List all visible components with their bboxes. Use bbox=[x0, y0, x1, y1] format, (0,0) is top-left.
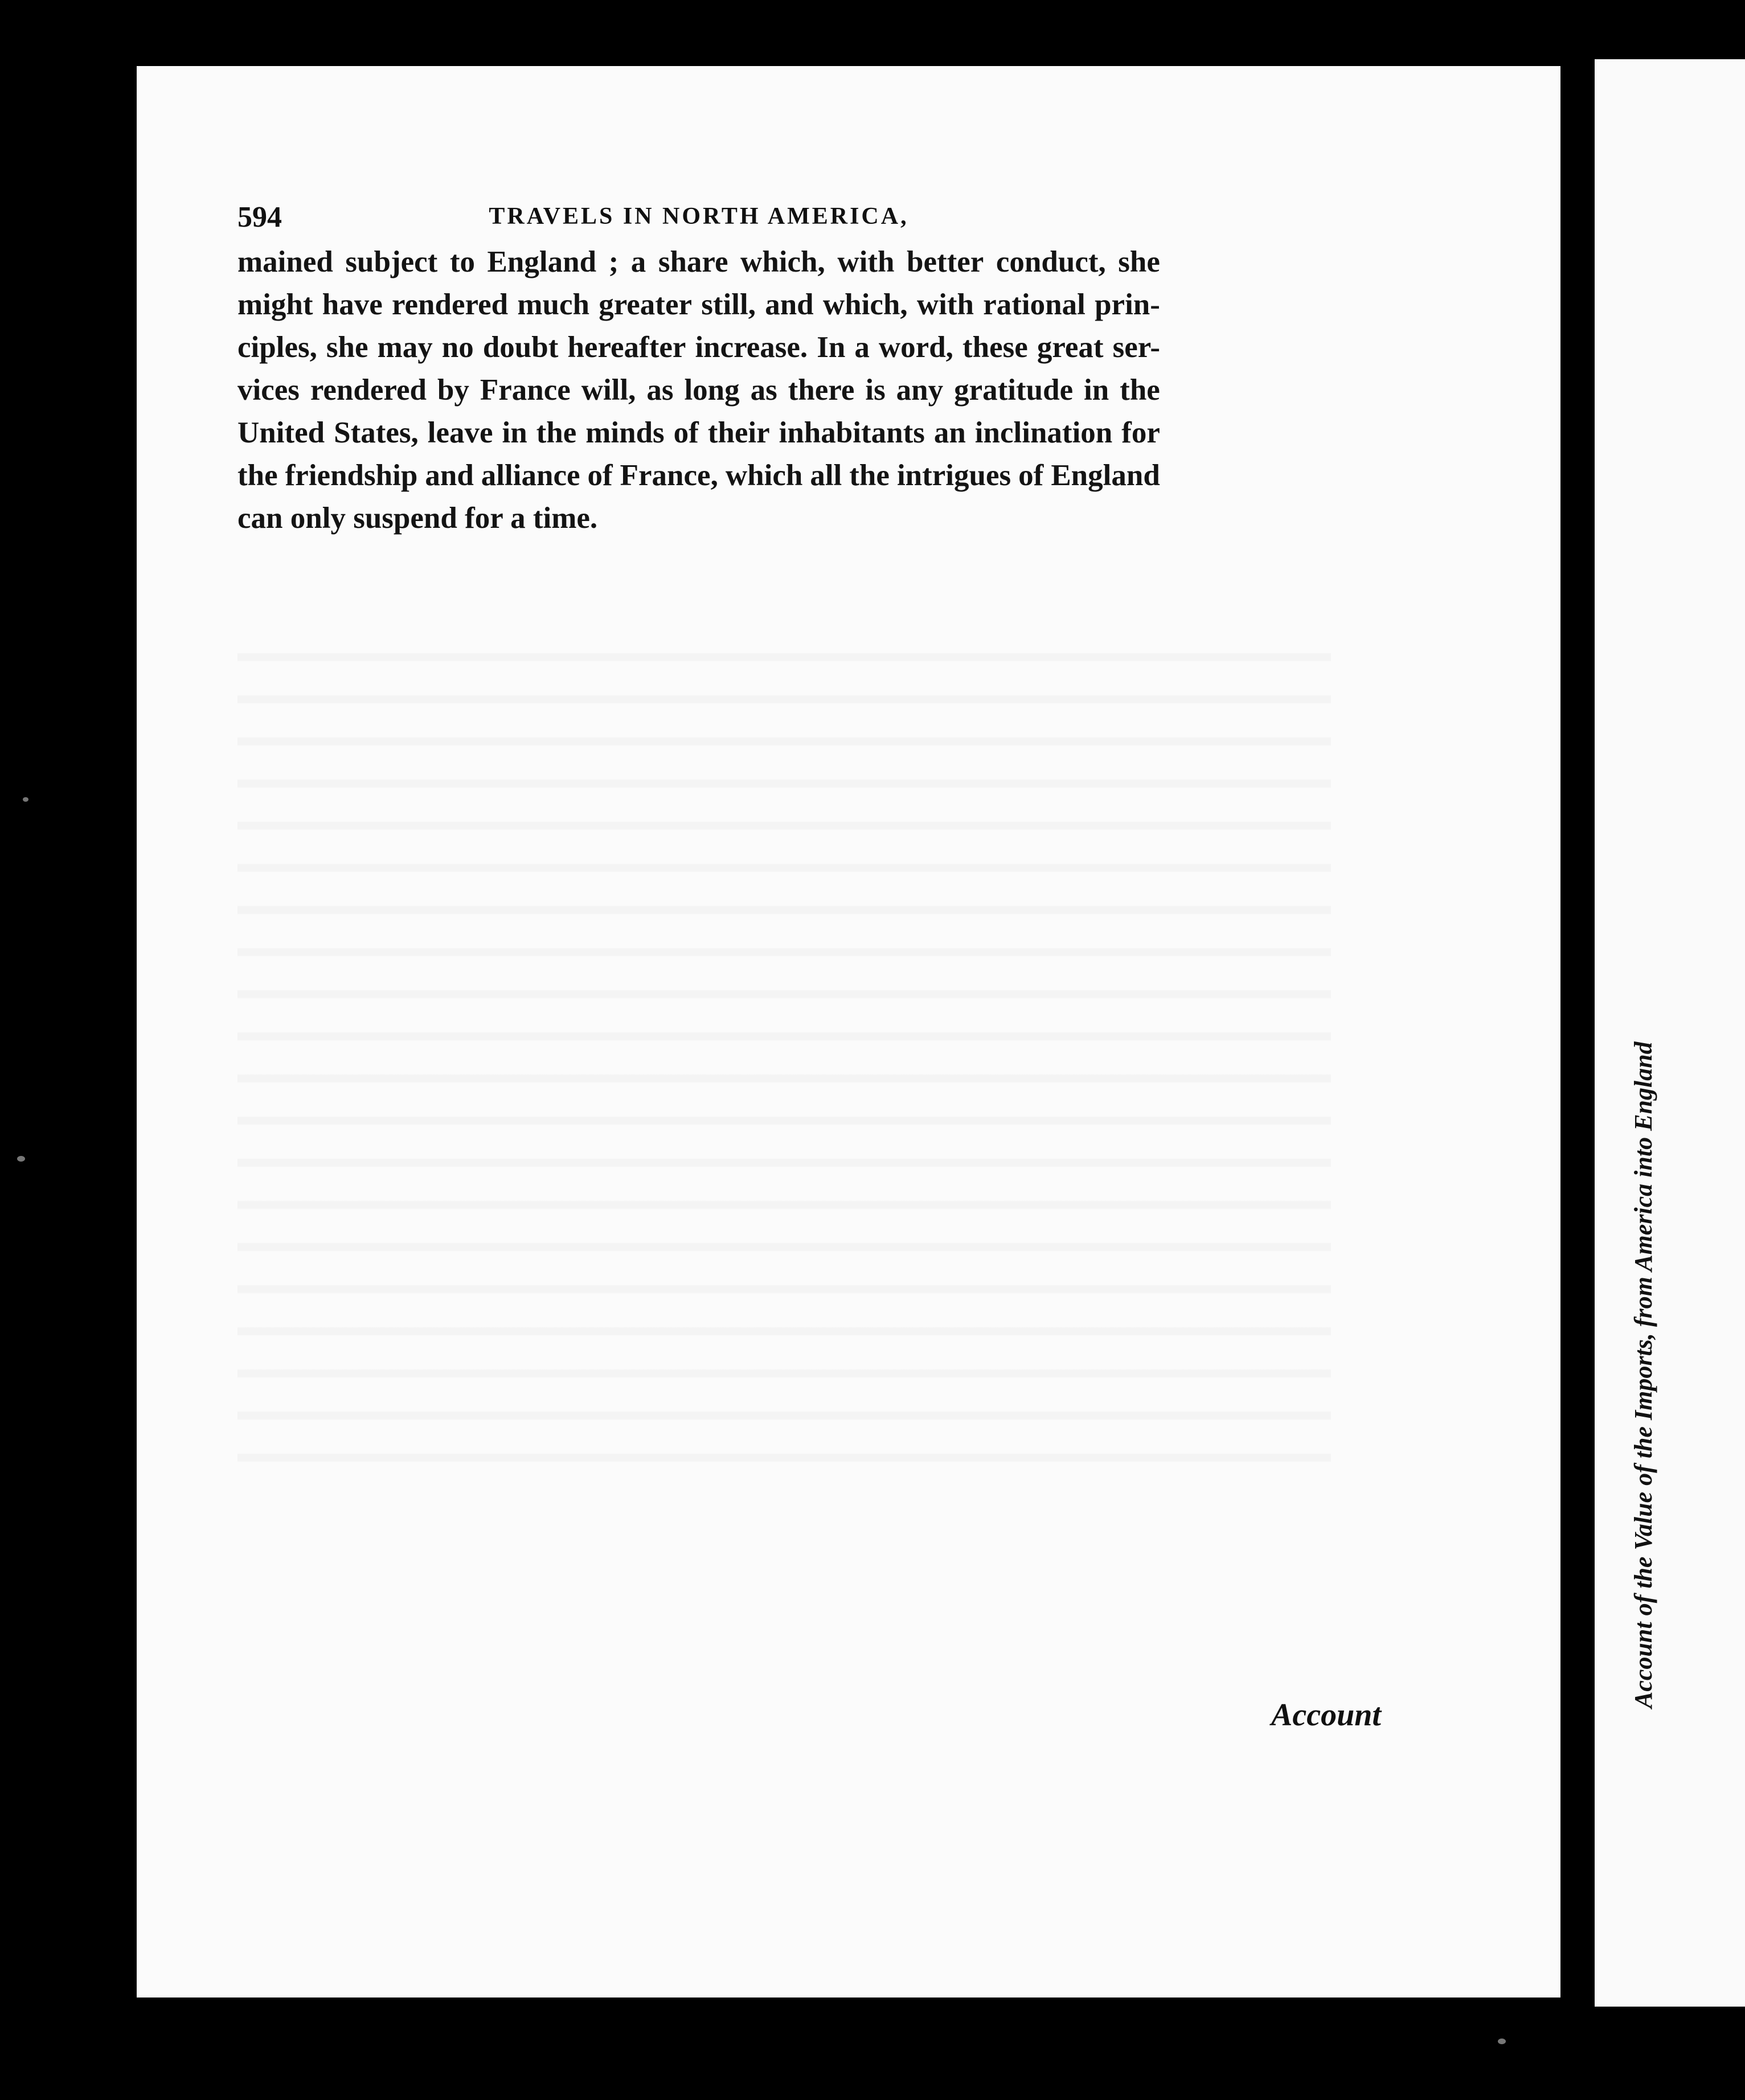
page-number: 594 bbox=[237, 201, 282, 233]
text-line-4: vices rendered by France will, as long as there is any gratitude in the bbox=[237, 374, 1160, 407]
text-line-5: United States, leave in the minds of their inhabitants an inclination for bbox=[237, 416, 1160, 449]
text-line-1: mained subject to England ; a share which, with better conduct, she bbox=[237, 245, 1160, 278]
facing-page-rotated-title: Account of the Value of the Imports, from America into England bbox=[1629, 1041, 1657, 1708]
show-through-text bbox=[237, 626, 1331, 1480]
speck-mark bbox=[17, 1156, 25, 1162]
text-line-3: ciples, she may no doubt hereafter increase. In a word, these great ser- bbox=[237, 331, 1160, 364]
catchword: Account bbox=[1271, 1697, 1381, 1733]
speck-mark bbox=[23, 797, 28, 802]
page-header: TRAVELS IN NORTH AMERICA, bbox=[489, 203, 909, 229]
body-paragraph bbox=[237, 245, 1160, 586]
text-line-7: can only suspend for a time. bbox=[237, 502, 598, 535]
text-line-2: might have rendered much greater still, and which, with rational prin- bbox=[237, 288, 1160, 321]
speck-mark bbox=[1498, 2039, 1506, 2044]
text-line-6: the friendship and alliance of France, which all the intrigues of England bbox=[237, 459, 1160, 492]
running-head bbox=[237, 194, 1160, 239]
facing-page bbox=[1595, 59, 1745, 2007]
